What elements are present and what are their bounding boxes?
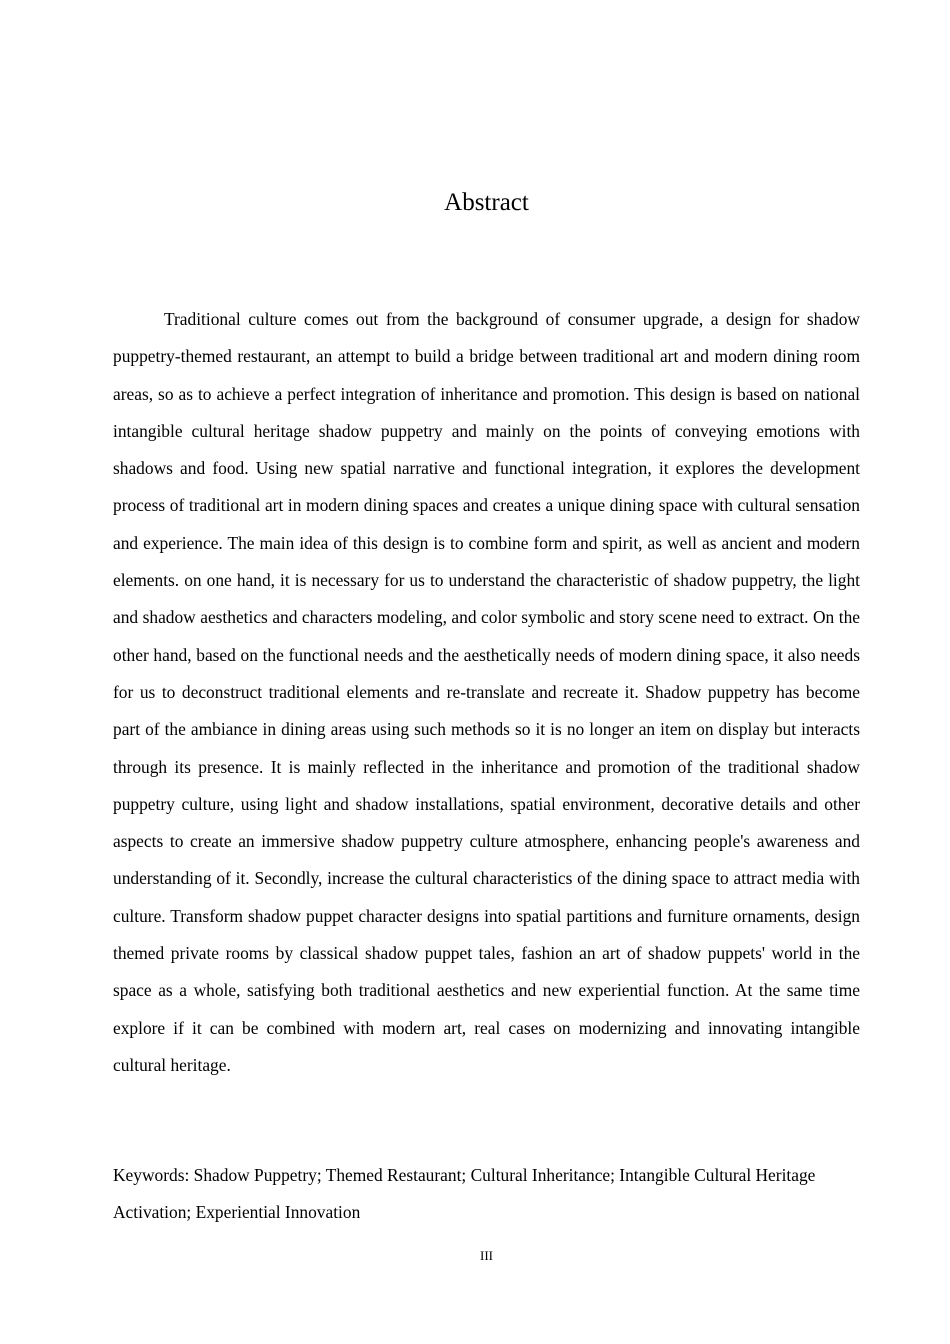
abstract-paragraph: Traditional culture comes out from the background of consumer upgrade, a design for shadow puppetry-themed restaurant, an attempt to build a bridge between traditional art and modern dining room areas, so as to achieve a perfect integration of inheritance and promotion. This design is based on national intangible cultural heritage shadow puppetry and mainly on the points of conveying emotions with shadows and food. Using new spatial narrative and functional integration, it explores the development process of traditional art in modern dining spaces and creates a unique dining space with cultural sensation and experience. The main idea of this design is to combine form and spirit, as well as ancient and modern elements. on one hand, it is necessary for us to understand the characteristic of shadow puppetry, the light and shadow aesthetics and characters modeling, and color symbolic and story scene need to extract. On the other hand, based on the functional needs and the aesthetically needs of modern dining space, it also needs for us to deconstruct traditional elements and re-translate and recreate it. Shadow puppetry has become part of the ambiance in dining areas using such methods so it is no longer an item on display but interacts through its presence. It is mainly reflected in the inheritance and promotion of the traditional shadow puppetry culture, using light and shadow installations, spatial environment, decorative details and other aspects to create an immersive shadow puppetry culture atmosphere, enhancing people's awareness and understanding of it. Secondly, increase the cultural characteristics of the dining space to attract media with culture. Transform shadow puppet character designs into spatial partitions and furniture ornaments, design themed private rooms by classical shadow puppet tales, fashion an art of shadow puppets' world in the space as a whole, satisfying both traditional aesthetics and new experiential function. At the same time explore if it can be combined with modern art, real cases on modernizing and innovating intangible cultural heritage. (113, 309, 860, 1075)
keywords-line: Keywords: Shadow Puppetry; Themed Restaurant; Cultural Inheritance; Intangible Cultural Heritage Activation; Experiential Innovation (113, 1165, 816, 1223)
page-number: III (480, 1248, 493, 1263)
page-title: Abstract (444, 189, 529, 216)
